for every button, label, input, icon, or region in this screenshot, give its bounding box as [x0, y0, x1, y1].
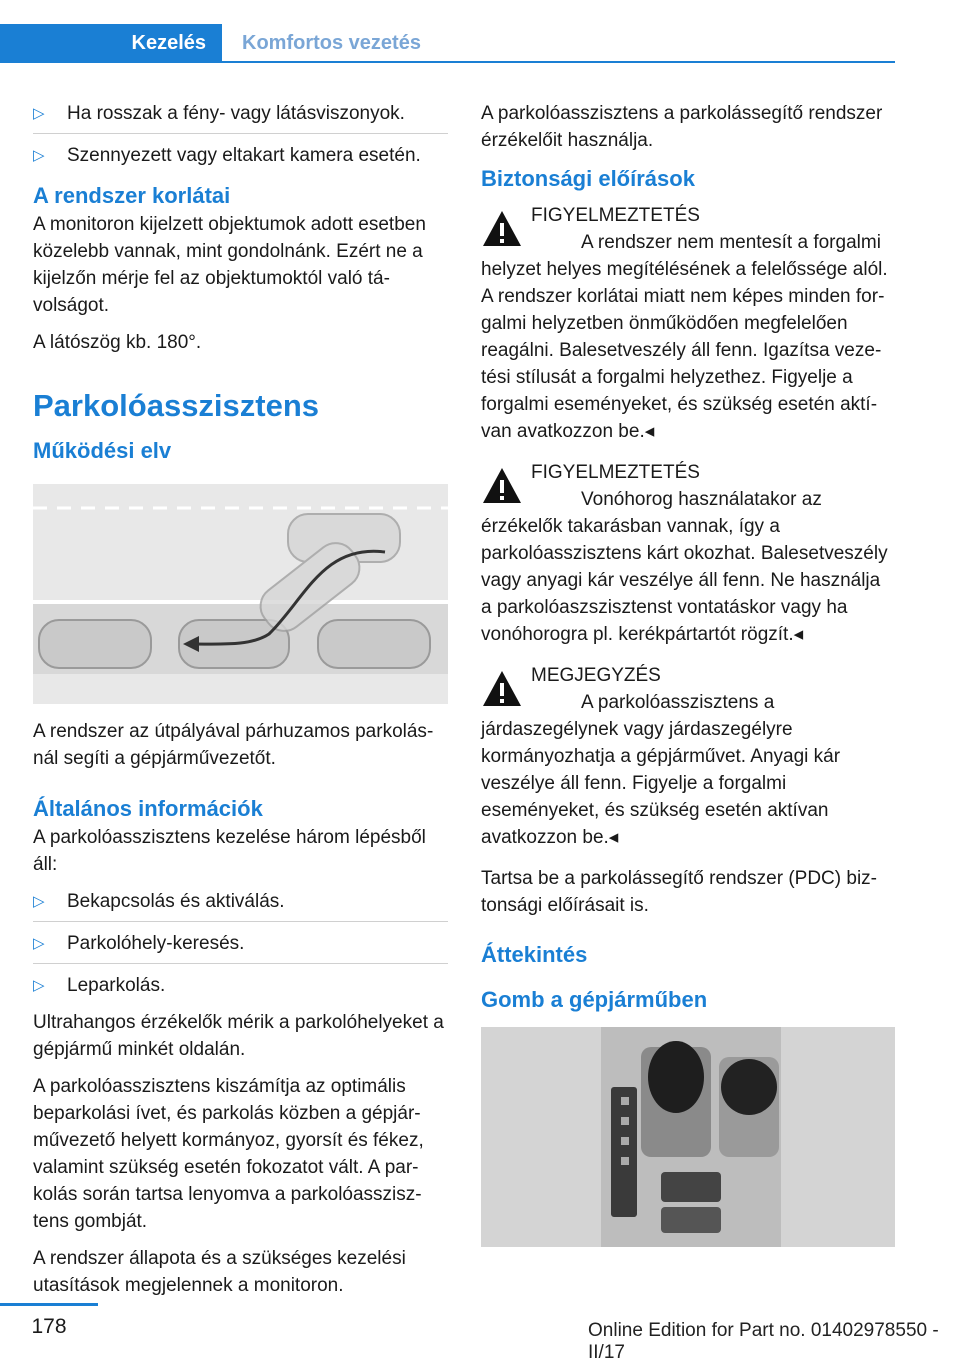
triangle-bullet-icon: ▷: [33, 893, 45, 910]
warning-triangle-icon: [481, 208, 523, 250]
limits-heading: A rendszer korlátai: [33, 183, 231, 208]
edition-text: Online Edition for Part no. 01402978550 - II/17: [588, 1320, 939, 1363]
overview-heading: Áttekintés: [481, 942, 588, 967]
pdc-text: Tartsa be a parkolássegítő rendszer (PDC) biztonsági előírásait is.: [481, 868, 877, 916]
triangle-bullet-icon: ▷: [33, 977, 45, 994]
warning-text: Vonóhorog használatakor az érzékelők takarásban vannak, így a parkolóasszisztens kárt okozhat. Balesetveszély vagy anyagi kár veszélye áll fenn. Ne használja a parkolóaszszisztenst vontatáskor vagy ha vonóhorogra pl. kerékpártartót rögzít.◂: [481, 489, 888, 645]
warning-triangle-icon: [481, 668, 523, 710]
list-item-text: Bekapcsolás és aktiválás.: [67, 891, 285, 912]
angle-text: A látószög kb. 180°.: [33, 332, 202, 353]
warning-triangle-icon: [481, 465, 523, 507]
status-text: A rendszer állapota és a szükséges kezelési utasítások megjelennek a monitoron.: [33, 1248, 406, 1296]
car-right: [318, 620, 430, 668]
sensors-text: Ultrahangos érzékelők mérik a parkolóhelyeket a gépjármű minkét oldalán.: [33, 1012, 444, 1060]
header-rule: [0, 61, 895, 63]
intro-text: A parkolóasszisztens a parkolássegítő rendszer érzékelőit használja.: [481, 103, 883, 151]
page-number: 178: [31, 1315, 67, 1338]
triangle-bullet-icon: ▷: [33, 147, 45, 164]
limits-text: A monitoron kijelzett objektumok adott esetben közelebb vannak, mint gondolnánk. Ezért ne a kijelzőn mérje fel az objektumoktól való távolságot.: [33, 214, 426, 316]
list-item: [33, 100, 448, 134]
warning-label: FIGYELMEZTETÉS: [531, 462, 700, 483]
general-heading: Általános információk: [33, 796, 263, 821]
section-tab: Kezelés: [0, 24, 222, 62]
console-photo: [481, 1027, 895, 1247]
chapter-tab: Komfortos vezetés: [242, 32, 421, 54]
triangle-bullet-icon: ▷: [33, 105, 45, 122]
note-label: MEGJEGYZÉS: [531, 665, 661, 686]
car-left: [39, 620, 151, 668]
footer-rule: [0, 1303, 98, 1306]
principle-heading: Működési elv: [33, 438, 172, 463]
parking-diagram: [33, 484, 448, 704]
list-item: [33, 930, 448, 964]
principle-text: A rendszer az útpályával párhuzamos parkolásnál segíti a gépjárművezetőt.: [33, 721, 434, 769]
button-heading: Gomb a gépjárműben: [481, 987, 708, 1012]
warning-text: A rendszer nem mentesít a forgalmi helyzet helyes megítélésének a felelőssége alól. A rendszer korlátai miatt nem képes minden forgalmi helyzetben önműködően megfelelően reagálni. Balesetveszély áll fenn. Igazítsa vezetési stílusát a forgalmi helyzethez. Figyelje a forgalmi eseményeket, és szükség esetén aktívan avatkozzon be.◂: [481, 232, 888, 442]
list-item-text: Ha rosszak a fény- vagy látásviszonyok.: [67, 103, 405, 124]
note-block: [481, 662, 895, 851]
warning-block: [481, 459, 895, 648]
safety-heading: Biztonsági előírások: [481, 166, 695, 191]
warning-label: FIGYELMEZTETÉS: [531, 205, 700, 226]
general-text: A parkolóasszisztens kezelése három lépésből áll:: [33, 827, 426, 875]
list-item: [33, 888, 448, 922]
list-item-text: Parkolóhely-keresés.: [67, 933, 245, 954]
triangle-bullet-icon: ▷: [33, 935, 45, 952]
list-item: [33, 972, 448, 999]
calc-text: A parkolóasszisztens kiszámítja az optimális beparkolási ívet, és parkolás közben a gépjárművezető helyett kormányoz, gyorsít és fékez, valamint szükség esetén fokozatot vált. A parkolás során tartsa lenyomva a parkolóasszisztens gombját.: [33, 1076, 424, 1232]
list-item-text: Szennyezett vagy eltakart kamera esetén.: [67, 145, 421, 166]
page-title: Parkolóasszisztens: [33, 388, 320, 423]
list-item-text: Leparkolás.: [67, 975, 166, 996]
warning-block: [481, 202, 895, 445]
right-column: [481, 100, 895, 1247]
list-item: [33, 142, 448, 169]
page-header: [0, 0, 895, 62]
left-column: [33, 100, 448, 1309]
note-text: A parkolóasszisztens a járdaszegélynek vagy járdaszegélyre kormányozhatja a gépjárművet. Anyagi kár veszélye áll fenn. Figyelje a forgalmi eseményeket, és szükség esetén aktívan avatkozzon be.◂: [481, 692, 841, 848]
